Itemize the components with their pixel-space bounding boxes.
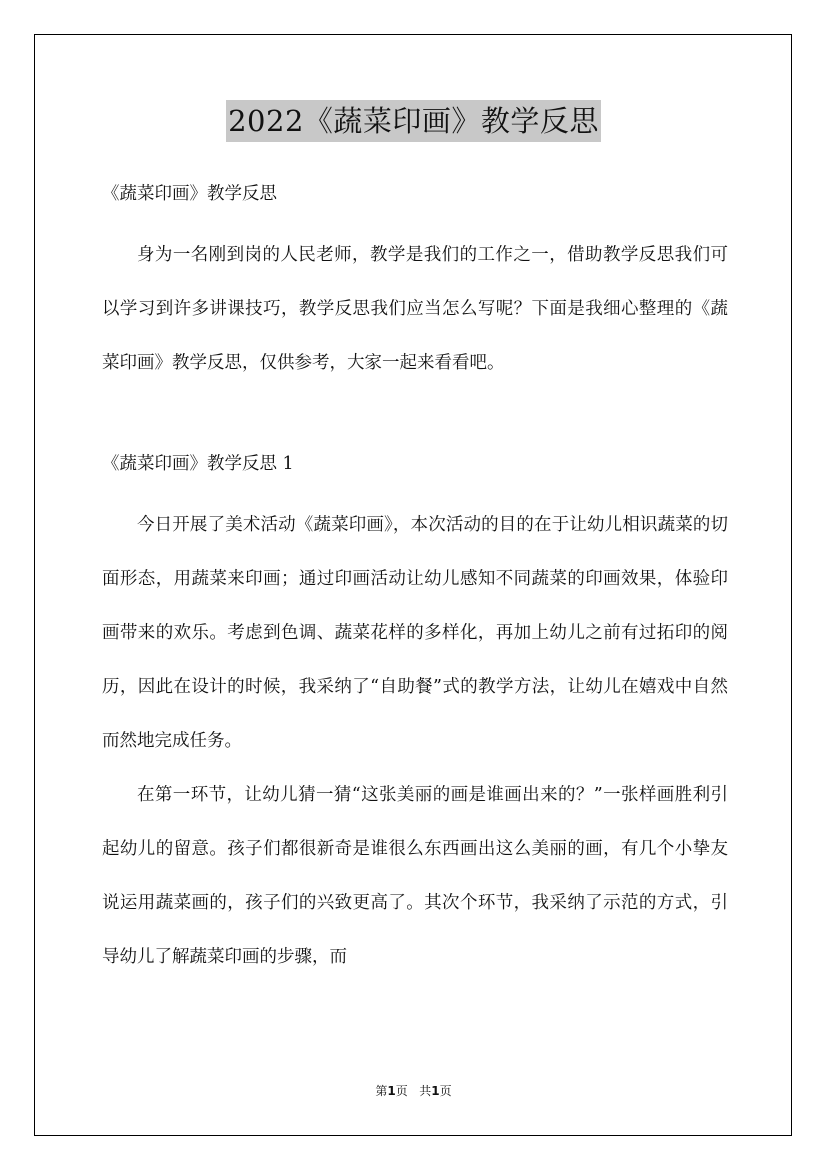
footer-page-prefix: 第 <box>375 1084 388 1098</box>
spacer <box>102 484 728 498</box>
intro-paragraph: 身为一名刚到岗的人民老师，教学是我们的工作之一，借助教学反思我们可以学习到许多讲课技巧，教学反思我们应当怎么写呢？下面是我细心整理的《蔬菜印画》教学反思，仅供参考，大家一起来看看吧。 <box>102 245 728 373</box>
spacer <box>102 214 728 228</box>
document-title: 2022《蔬菜印画》教学反思 <box>226 100 601 142</box>
section-1-heading: 《蔬菜印画》教学反思 1 <box>102 454 294 474</box>
footer-page-suffix: 页 <box>395 1084 408 1098</box>
document-body <box>102 174 728 984</box>
footer-total-suffix: 页 <box>439 1084 452 1098</box>
page-footer <box>0 1082 827 1099</box>
footer-total-prefix: 共 <box>419 1084 432 1098</box>
spacer <box>102 390 728 444</box>
footer-page-current: 1 <box>387 1084 396 1098</box>
footer-page-total: 1 <box>431 1084 440 1098</box>
title-container <box>0 100 827 142</box>
section-1-paragraph-1: 今日开展了美术活动《蔬菜印画》，本次活动的目的在于让幼儿相识蔬菜的切面形态，用蔬菜来印画；通过印画活动让幼儿感知不同蔬菜的印画效果，体验印画带来的欢乐。考虑到色调、蔬菜花样的多样化，再加上幼儿之前有过拓印的阅历，因此在设计的时候，我采纳了“自助餐”式的教学方法，让幼儿在嬉戏中自然而然地完成任务。 <box>102 515 728 751</box>
section-1-paragraph-2: 在第一环节，让幼儿猜一猜“这张美丽的画是谁画出来的？”一张样画胜利引起幼儿的留意。孩子们都很新奇是谁很么东西画出这么美丽的画，有几个小挚友说运用蔬菜画的，孩子们的兴致更高了。其次个环节，我采纳了示范的方式，引导幼儿了解蔬菜印画的步骤，而 <box>102 785 728 967</box>
intro-heading: 《蔬菜印画》教学反思 <box>102 184 277 204</box>
